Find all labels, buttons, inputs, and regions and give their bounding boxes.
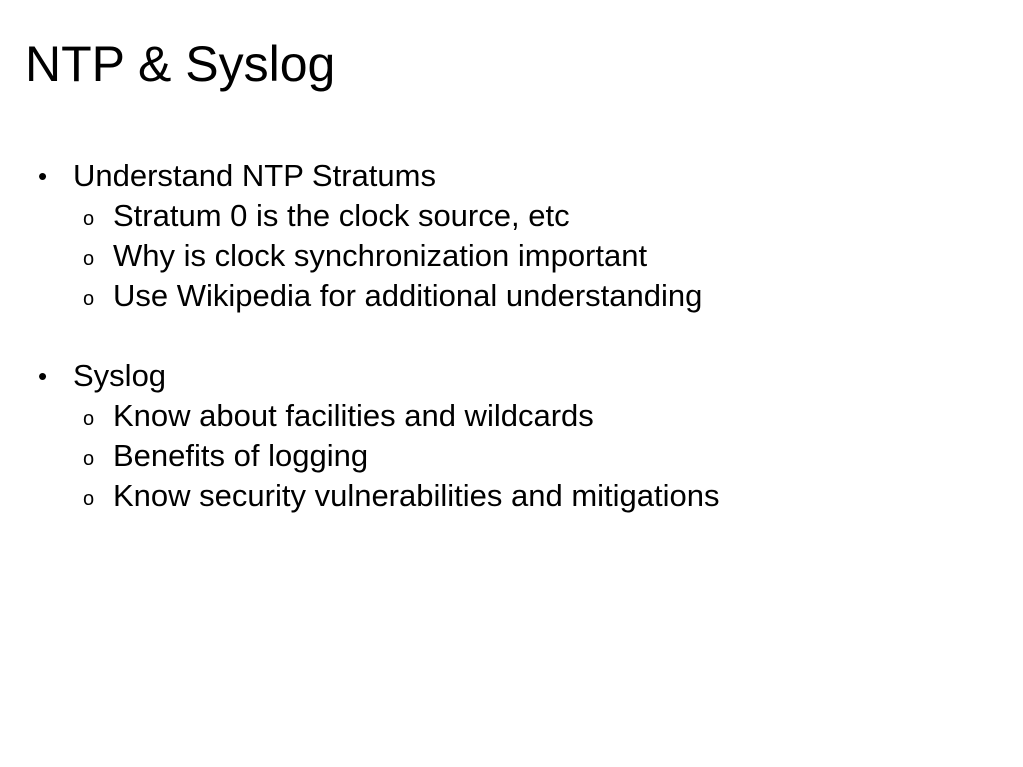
bullet-heading: Understand NTP Stratums [73, 158, 436, 193]
bullet-item [38, 356, 938, 396]
circle-bullet-icon: o [83, 288, 95, 310]
sub-bullet-item [38, 476, 938, 516]
bullet-dot-icon: • [38, 361, 48, 391]
sub-bullet-text: Why is clock synchronization important [113, 238, 648, 273]
sub-bullet-text: Stratum 0 is the clock source, etc [113, 198, 570, 233]
sub-bullet-item [38, 196, 938, 236]
sub-bullet-text: Know about facilities and wildcards [113, 398, 594, 433]
slide-title: NTP & Syslog [25, 36, 336, 92]
sub-bullet-item [38, 436, 938, 476]
sub-bullet-item [38, 236, 938, 276]
circle-bullet-icon: o [83, 448, 95, 470]
sub-bullet-text: Benefits of logging [113, 438, 369, 473]
circle-bullet-icon: o [83, 208, 95, 230]
sub-bullet-item [38, 276, 938, 316]
sub-bullet-text: Know security vulnerabilities and mitigations [113, 478, 720, 513]
circle-bullet-icon: o [83, 488, 95, 510]
sub-bullet-item [38, 396, 938, 436]
bullet-section-syslog [38, 356, 938, 516]
bullet-section-ntp [38, 156, 938, 316]
bullet-heading: Syslog [73, 358, 167, 393]
bullet-item [38, 156, 938, 196]
bullet-dot-icon: • [38, 161, 48, 191]
circle-bullet-icon: o [83, 248, 95, 270]
circle-bullet-icon: o [83, 408, 95, 430]
sub-bullet-text: Use Wikipedia for additional understanding [113, 278, 703, 313]
